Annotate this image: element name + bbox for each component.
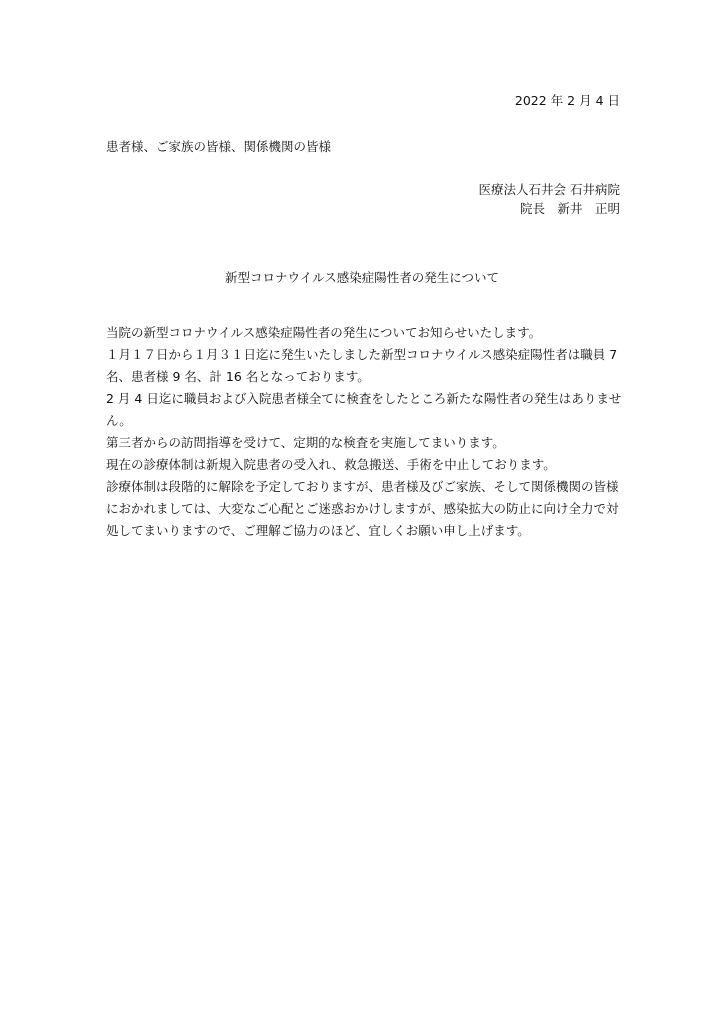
body-paragraph: 当院の新型コロナウイルス感染症陽性者の発生についてお知らせいたします。 xyxy=(106,325,542,340)
body-paragraph: 現在の診療体制は新規入院患者の受入れ、救急搬送、手術を中止しております。 xyxy=(106,457,556,472)
sender-block xyxy=(479,182,620,220)
document-date: 2022 年 2 月 4 日 xyxy=(514,93,620,108)
document-body xyxy=(106,322,626,542)
sender-director: 院長 新井 正明 xyxy=(519,201,620,216)
document-subject: 新型コロナウイルス感染症陽性者の発生について xyxy=(224,270,499,285)
body-paragraph: 診療体制は段階的に解除を予定しておりますが、患者様及びご家族、そして関係機関の皆様におかれましては、大変なご心配とご迷惑おかけしますが、感染拡大の防止に向け全力で対処してまいりますので、ご理解ご協力のほど、宜しくお願い申し上げます。 xyxy=(106,479,619,538)
body-paragraph: 2 月 4 日迄に職員および入院患者様全てに検査をしたところ新たな陽性者の発生はありません。 xyxy=(106,391,622,428)
body-paragraph: １月１７日から１月３１日迄に発生いたしました新型コロナウイルス感染症陽性者は職員 7 名、患者様 9 名、計 16 名となっております。 xyxy=(106,347,618,384)
sender-organization: 医療法人石井会 石井病院 xyxy=(478,182,620,197)
body-paragraph: 第三者からの訪問指導を受けて、定期的な検査を実施してまいります。 xyxy=(106,435,505,450)
addressee-line: 患者様、ご家族の皆様、関係機関の皆様 xyxy=(106,139,332,154)
